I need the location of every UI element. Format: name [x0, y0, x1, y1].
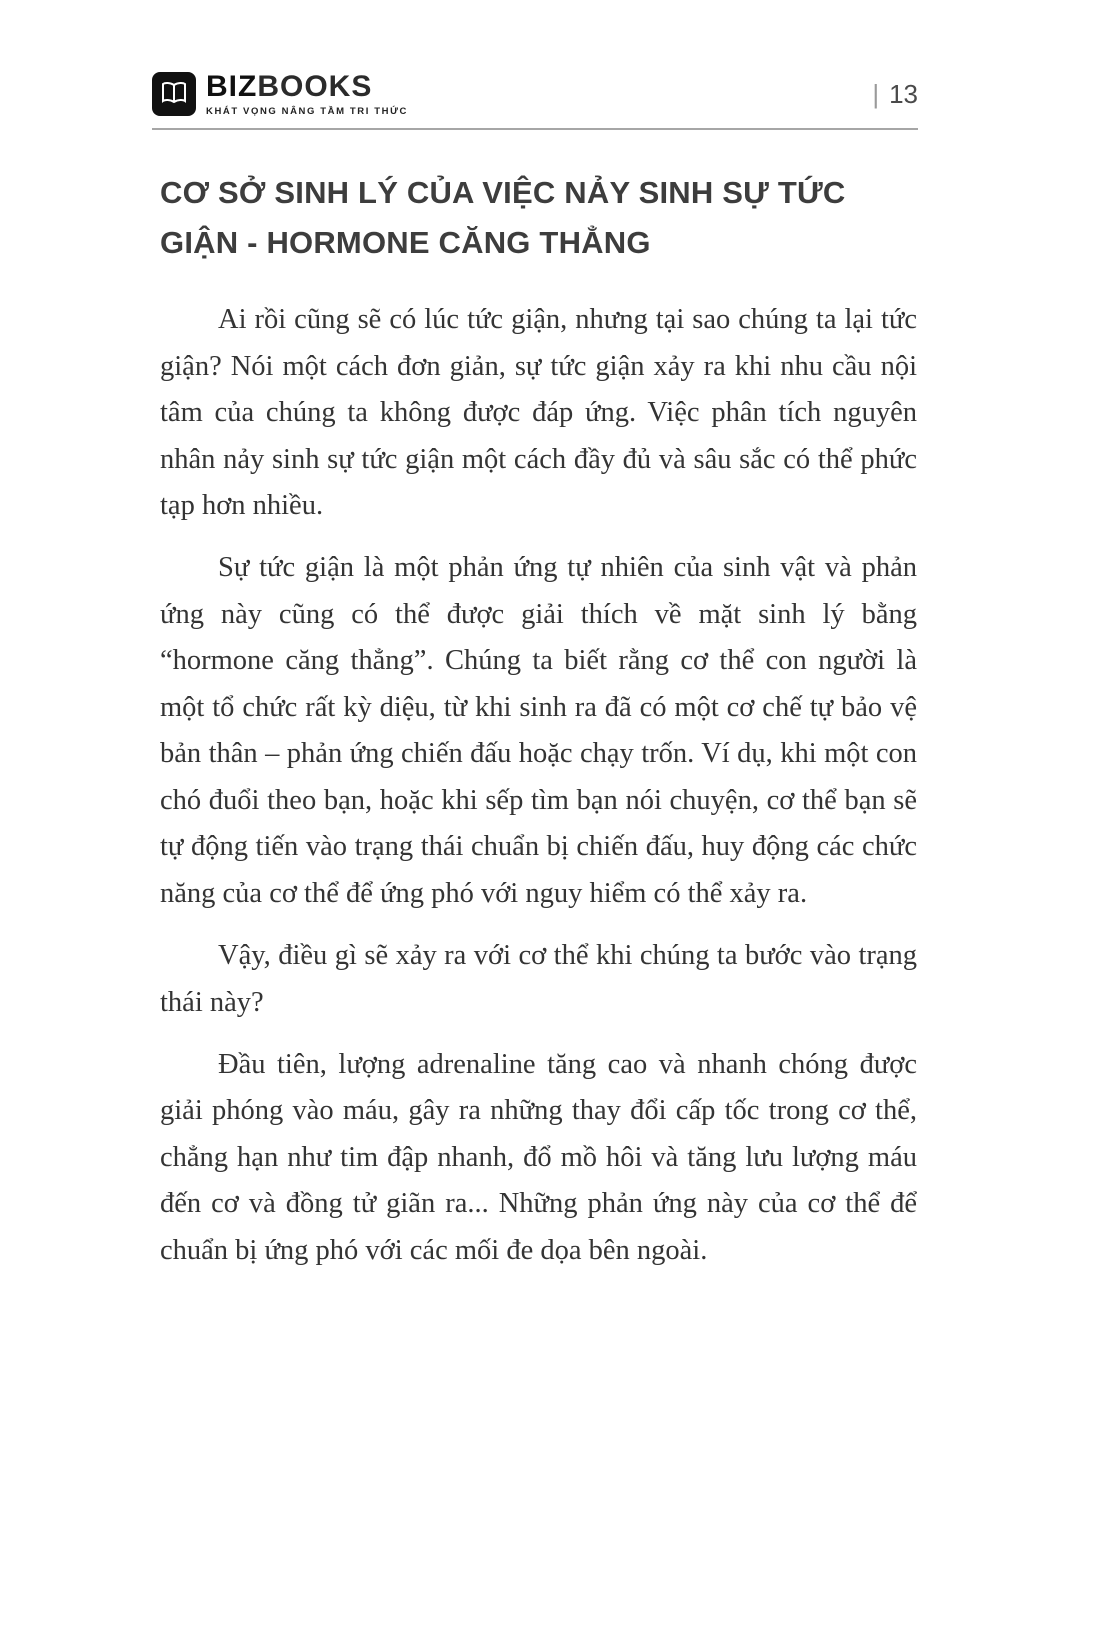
section-title: CƠ SỞ SINH LÝ CỦA VIỆC NẢY SINH SỰ TỨC GIẬN - HORMONE CĂNG THẲNG: [160, 175, 846, 260]
paragraph: Đầu tiên, lượng adrenaline tăng cao và nhanh chóng được giải phóng vào máu, gây ra những thay đổi cấp tốc trong cơ thể, chẳng hạn như tim đập nhanh, đổ mồ hôi và tăng lưu lượng máu đến cơ và đồng tử giãn ra... Những phản ứng này của cơ thể để chuẩn bị ứng phó với các mối đe dọa bên ngoài.: [160, 1048, 917, 1266]
paragraph: Sự tức giận là một phản ứng tự nhiên của sinh vật và phản ứng này cũng có thể được giải thích về mặt sinh lý bằng “hormone căng thẳng”. Chúng ta biết rằng cơ thể con người là một tổ chức rất kỳ diệu, từ khi sinh ra đã có một cơ chế tự bảo vệ bản thân – phản ứng chiến đấu hoặc chạy trốn. Ví dụ, khi một con chó đuổi theo bạn, hoặc khi sếp tìm bạn nói chuyện, cơ thể bạn sẽ tự động tiến vào trạng thái chuẩn bị chiến đấu, huy động các chức năng của cơ thể để ứng phó với nguy hiểm có thể xảy ra.: [160, 552, 917, 909]
paragraph: Ai rồi cũng sẽ có lúc tức giận, nhưng tại sao chúng ta lại tức giận? Nói một cách đơn giản, sự tức giận xảy ra khi nhu cầu nội tâm của chúng ta không được đáp ứng. Việc phân tích nguyên nhân nảy sinh sự tức giận một cách đầy đủ và sâu sắc có thể phức tạp hơn nhiều.: [160, 304, 917, 521]
page-number: [872, 79, 918, 110]
brand-books: BOOKS: [257, 69, 373, 103]
publisher-brand: [152, 69, 409, 117]
header-divider: [152, 128, 918, 130]
body-text: [160, 297, 917, 1274]
brand-tagline: KHÁT VỌNG NÂNG TẦM TRI THỨC: [206, 105, 409, 117]
brand-name: [206, 69, 408, 103]
page-number-separator: |: [872, 78, 880, 109]
page-content: [160, 168, 917, 1290]
paragraph: Vậy, điều gì sẽ xảy ra với cơ thể khi chúng ta bước vào trạng thái này?: [160, 940, 917, 1018]
bizbooks-logo-icon: [152, 72, 196, 116]
brand-biz: BIZ: [206, 69, 258, 103]
page-header: [152, 68, 918, 130]
page-number-value: 13: [889, 78, 918, 109]
